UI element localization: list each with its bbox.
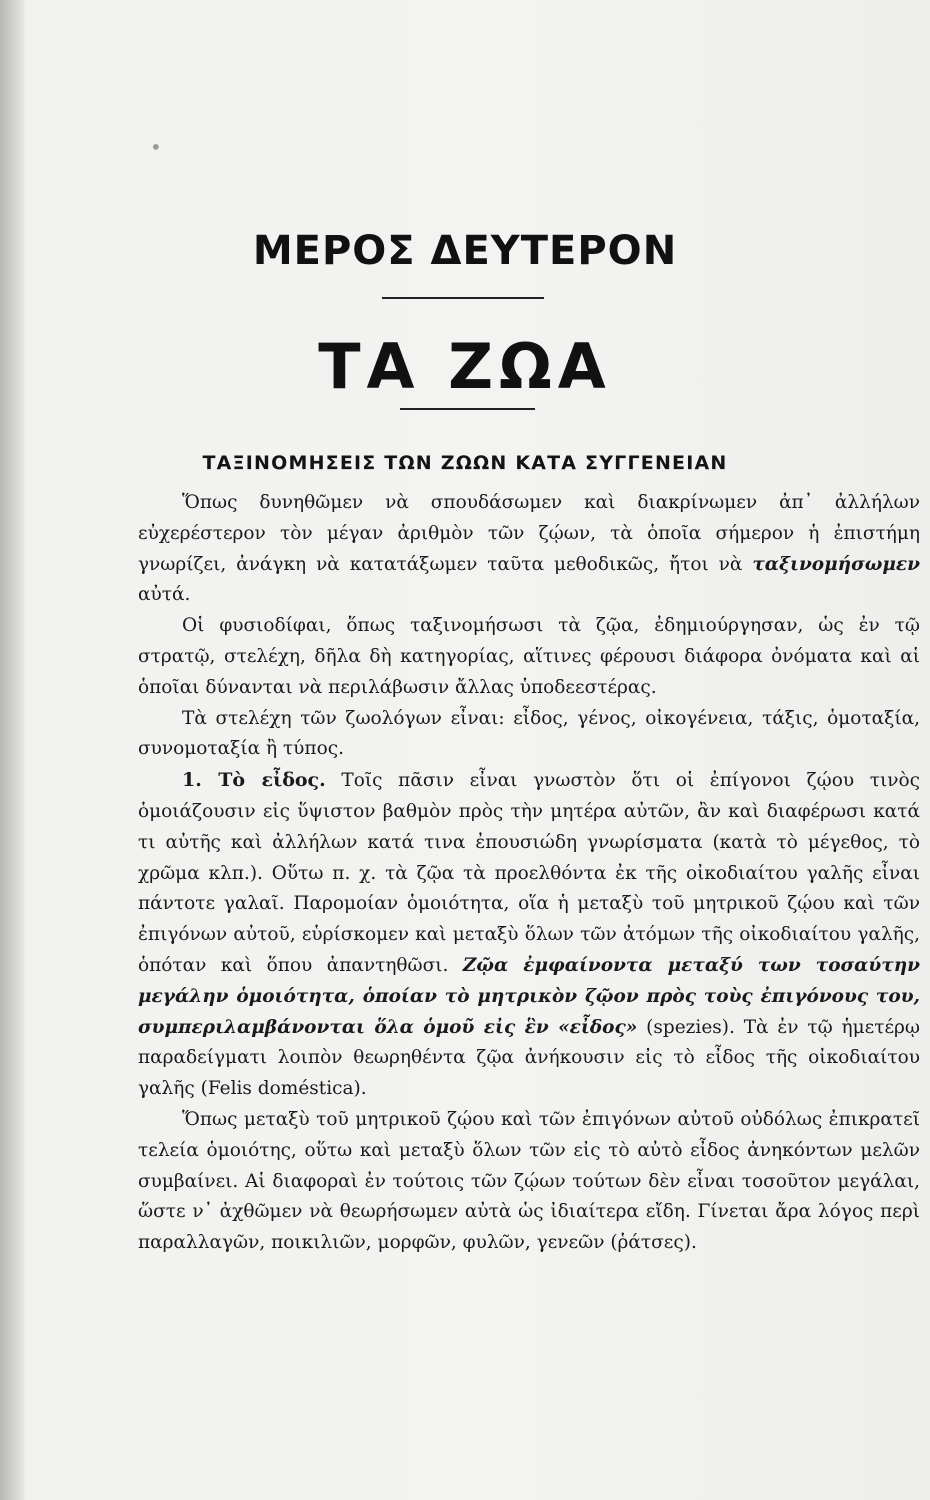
- binding-shadow: [0, 0, 24, 1500]
- paragraph-3: Τὰ στελέχη τῶν ζωολόγων εἶναι: εἶδος, γένος, οἰκογένεια, τάξις, ὁμοταξία, συνομοταξία ἢ τύπος.: [138, 707, 920, 760]
- paragraph-5: Ὅπως μεταξὺ τοῦ μητρικοῦ ζῴου καὶ τῶν ἐπιγόνων αὐτοῦ οὐδόλως ἐπικρατεῖ τελεία ὁμοιότης, οὕτω καὶ μεταξὺ ὅλων τῶν εἰς τὸ αὐτὸ εἶδος ἀνηκόντων μελῶν συμβαίνει. Αἱ διαφοραὶ ἐν τούτοις τῶν ζῴων τούτων δὲν εἶναι τοσοῦτον μεγάλαι, ὥστε ν᾽ ἀχθῶμεν νὰ θεωρήσωμεν αὐτὰ ὡς ἰδιαίτερα εἴδη. Γίνεται ἄρα λόγος περὶ παραλλαγῶν, ποικιλιῶν, μορφῶν, φυλῶν, γενεῶν (ῥάτσες).: [138, 1108, 920, 1254]
- section-subtitle: ΤΑΞΙΝΟΜΗΣΕΙΣ ΤΩΝ ΖΩΩΝ ΚΑΤΑ ΣΥΓΓΕΝΕΙΑΝ: [202, 452, 728, 474]
- paragraph-1-end: αὐτά.: [138, 584, 191, 606]
- paragraph-2: Οἱ φυσιοδίφαι, ὅπως ταξινομήσωσι τὰ ζῷα, ἐδημιούργησαν, ὡς ἐν τῷ στρατῷ, στελέχη, δῆλα δὴ κατηγορίας, αἵτινες φέρουσι διάφορα ὀνόματα καὶ αἱ ὁποῖαι δύνανται νὰ περιλάβωσιν ἄλλας ὑποδεεστέρας.: [138, 615, 920, 698]
- paragraph-4-text: Τοῖς πᾶσιν εἶναι γνωστὸν ὅτι οἱ ἐπίγονοι ζῴου τινὸς ὁμοιάζουσιν εἰς ὕψιστον βαθμὸν πρὸς τὴν μητέρα αὐτῶν, ἂν καὶ διαφέρωσι κατά τι αὐτῆς καὶ ἀλλήλων κατά τινα ἐπουσιώδη γνωρίσματα (κατὰ τὸ μέγεθος, τὸ χρῶμα κλπ.). Οὕτω π. χ. τὰ ζῷα τὰ προελθόντα ἐκ τῆς οἰκοδιαίτου γαλῆς εἶναι πάντοτε γαλαῖ. Παρομοίαν ὁμοιότητα, οἵα ἡ μεταξὺ τοῦ μητρικοῦ ζῴου καὶ τῶν ἐπιγόνων αὐτοῦ, εὑρίσκομεν καὶ μεταξὺ ὅλων τῶν ἀτόμων τῆς οἰκοδιαίτου γαλῆς, ὁπόταν καὶ ὅπου ἀπαντηθῶσι.: [138, 770, 921, 976]
- emphasis-taxinomisomen: ταξινομήσωμεν: [752, 553, 920, 575]
- paragraph-1: [138, 488, 920, 611]
- species-definition: Ζῷα ἐμφαίνοντα μεταξύ των τοσαύτην μεγάλην ὁμοιότητα, ὁποίαν τὸ μητρικὸν ζῷον πρὸς τοὺς ἐπιγόνους του, συμπεριλαμβάνονται ὅλα ὁμοῦ εἰς ἓν «εἶδος»: [138, 954, 920, 1038]
- part-title-rule: [382, 297, 544, 299]
- section-heading-species: 1. Τὸ εἶδος.: [182, 769, 326, 792]
- main-title-rule: [400, 408, 535, 410]
- paragraph-1-text: Ὅπως δυνηθῶμεν νὰ σπουδάσωμεν καὶ διακρίνωμεν ἀπ᾽ ἀλλήλων εὐχερέστερον τὸν μέγαν ἀριθμὸν τῶν ζῴων, τὰ ὁποῖα σήμερον ἡ ἐπιστήμη γνωρίζει, ἀνάγκη νὰ κατατάξωμεν ταῦτα μεθοδικῶς, ἤτοι νὰ: [138, 492, 920, 575]
- paragraph-4: [138, 765, 920, 1105]
- paragraph-4-end: (spezies). Τὰ ἐν τῷ ἡμετέρῳ παραδείγματι λοιπὸν θεωρηθέντα ζῷα ἀνήκουσιν εἰς τὸ εἶδος τῆς οἰκοδιαίτου γαλῆς (Felis doméstica).: [138, 1016, 920, 1100]
- body-text: [138, 488, 920, 1259]
- page-number-showthrough: •: [150, 135, 162, 159]
- main-title: ΤΑ ΖΩΑ: [318, 330, 612, 403]
- part-title: ΜΕΡΟΣ ΔΕΥΤΕΡΟΝ: [252, 228, 678, 274]
